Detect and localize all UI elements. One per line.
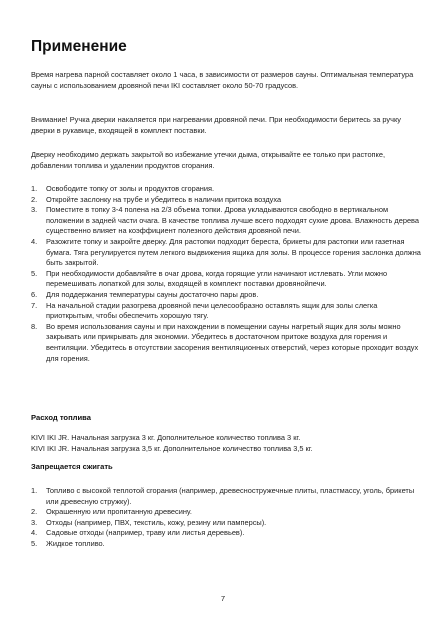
page-title: Применение bbox=[31, 38, 127, 55]
list-item: 6. Для поддержания температуры сауны достаточно пары дров. bbox=[31, 289, 259, 299]
list-item: 3. Поместите в топку 3-4 полена на 2/3 объема топки. Дрова укладываются свободно в вертикальном положении в задней части очага. В качестве топлива лучше всего подходят сухие дрова. Влажность дерева существенно влияет на коэффициент полезного действия дровяной печи. bbox=[31, 205, 420, 236]
forbidden-heading: Запрещается сжигать bbox=[31, 462, 113, 471]
fuel-heading: Расход топлива bbox=[31, 413, 91, 422]
list-item: 2. Откройте заслонку на трубе и убедитесь в наличии притока воздуха bbox=[31, 194, 282, 204]
list-item: 4. Садовые отходы (например, траву или листья деревьев). bbox=[31, 528, 245, 538]
list-item: 7. На начальной стадии разогрева дровяной печи целесообразно оставлять ящик для золы слегка приоткрытым, чтобы обеспечить хорошую тягу. bbox=[31, 300, 378, 321]
usage-steps-list bbox=[31, 184, 423, 364]
fuel-consumption bbox=[31, 433, 423, 454]
list-item: 3. Отходы (например, ПВХ, текстиль, кожу, резину или памперсы). bbox=[31, 517, 267, 527]
list-item: 1. Топливо с высокой теплотой сгорания (например, древесностружечные плиты, пластмассу, уголь, брикеты или древесную стружку). bbox=[31, 486, 415, 506]
list-item: 8. Во время использования сауны и при нахождении в помещении сауны нагретый ящик для золы можно закрывать или прикрывать для экономии. Убедитесь в достаточном притоке воздуха для горения и вентиляции. Убедитесь в отсутствии засорения вентиляционных отверстий, через которые проходит воздух для горения. bbox=[31, 321, 419, 363]
door-paragraph: Дверку необходимо держать закрытой во избежание утечки дыма, открывайте ее только при растопке, добавлении топлива и удалении продуктов сгорания. bbox=[31, 150, 386, 170]
list-item: 2. Окрашенную или пропитанную древесину. bbox=[31, 507, 192, 517]
warning-paragraph: Внимание! Ручка дверки накаляется при нагревании дровяной печи. При необходимости беритесь за ручку дверки в рукавице, входящей в комплект поставки. bbox=[31, 115, 401, 135]
forbidden-list bbox=[31, 486, 423, 550]
page-number: 7 bbox=[220, 594, 226, 603]
intro-paragraph: Время нагрева парной составляет около 1 часа, в зависимости от размеров сауны. Оптимальная температура сауны с использованием дровяной печи IKI составляет около 50-70 градусов. bbox=[31, 70, 414, 90]
list-item: 1. Освободите топку от золы и продуктов сгорания. bbox=[31, 184, 215, 193]
fuel-line-jr: KIVI IKI JR. Начальная загрузка 3 кг. Дополнительное количество топлива 3 кг. bbox=[31, 433, 301, 442]
fuel-line-jr-2: KIVI IKI JR. Начальная загрузка 3,5 кг. Дополнительное количество топлива 3,5 кг. bbox=[31, 443, 313, 453]
list-item: 5. При необходимости добавляйте в очаг дрова, когда горящие угли начинают истлевать. Угли можно перемешивать лопаткой для золы, входящей в комплект поставки дровянойпечи. bbox=[31, 268, 388, 289]
list-item: 4. Разожгите топку и закройте дверку. Для растопки подходит береста, брикеты для растопки или газетная бумага. Тяга регулируется путем легкого выдвижения ящика для золы. В процессе горения заслонка должна быть закрытой. bbox=[31, 236, 421, 268]
list-item: 5. Жидкое топливо. bbox=[31, 538, 105, 548]
